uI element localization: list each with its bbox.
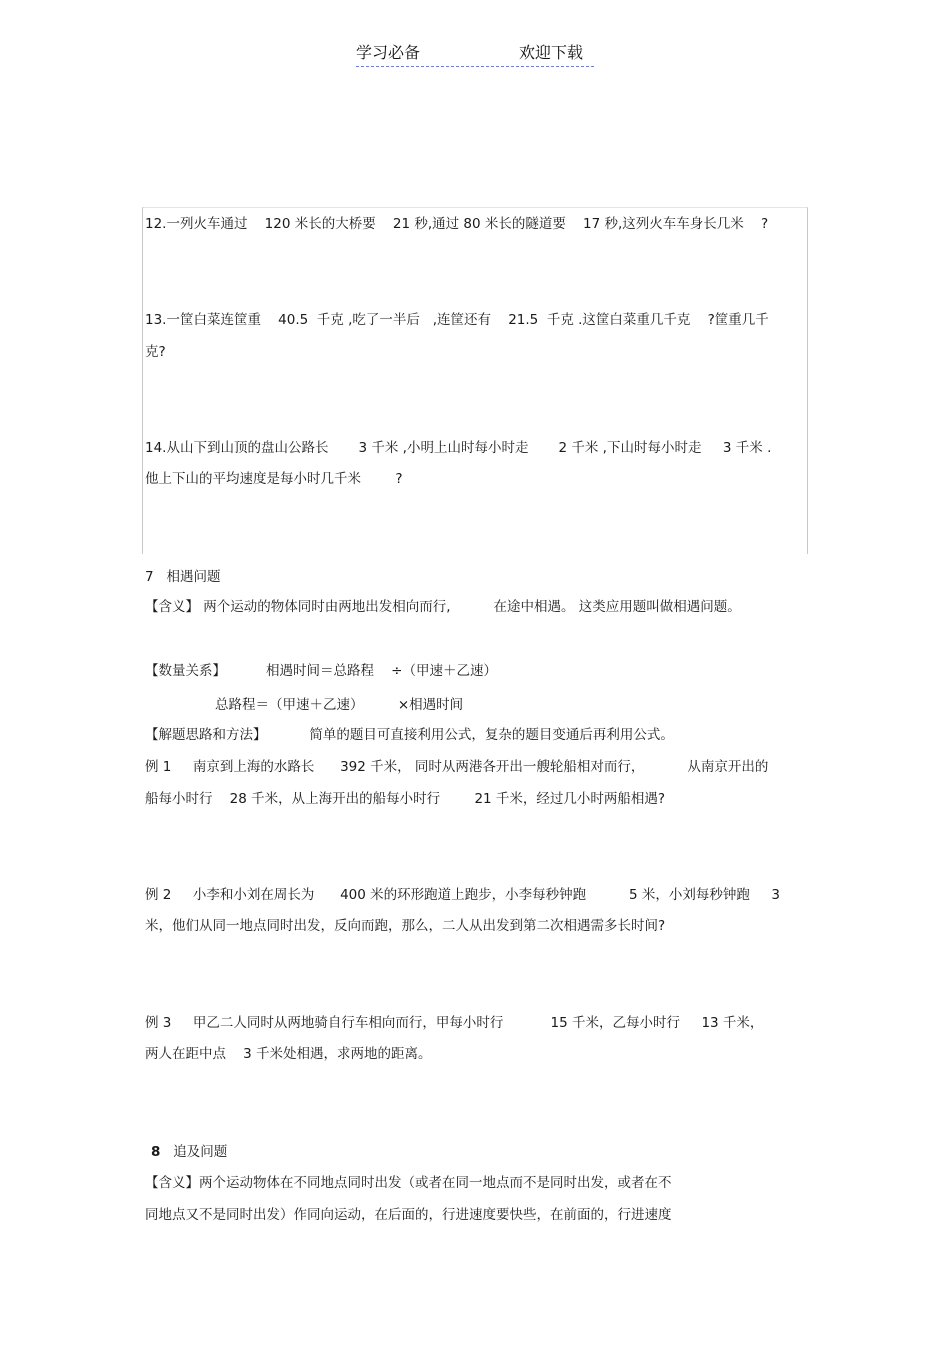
section-7-relation-1: 相遇时间＝总路程 ÷（甲速＋乙速）	[266, 663, 497, 679]
example-3-line2: 两人在距中点 3 千米处相遇，求两地的距离。	[145, 1046, 432, 1062]
header-left-text: 学习必备	[356, 43, 421, 62]
section-8-heading	[151, 1143, 227, 1161]
example-2-line2: 米，他们从同一地点同时出发，反向而跑，那么，二人从出发到第二次相遇需多长时间?	[145, 918, 666, 934]
problem-14-line2: 他上下山的平均速度是每小时几千米 ?	[145, 471, 403, 487]
section-8-meaning-line2: 同地点又不是同时出发）作同向运动，在后面的，行进速度要快些，在前面的，行进速度	[145, 1207, 672, 1223]
example-3-line1: 例 3 甲乙二人同时从两地骑自行车相向而行，甲每小时行 15 千米，乙每小时行 13 千米，	[145, 1015, 764, 1031]
section-7-heading	[145, 568, 220, 586]
section-7-number: 7	[145, 569, 154, 585]
header-right-text: 欢迎下载	[519, 43, 584, 62]
example-1-line1: 例 1 南京到上海的水路长 392 千米， 同时从两港各开出一艘轮船相对而行， 从南京开出的	[145, 759, 769, 775]
section-7-relation-label: 【数量关系】	[145, 663, 226, 679]
problems-box	[142, 207, 808, 554]
example-2-line1: 例 2 小李和小刘在周长为 400 米的环形跑道上跑步，小李每秒钟跑 5 米，小刘每秒钟跑 3	[145, 887, 780, 903]
section-7-method: 【解题思路和方法】 简单的题目可直接利用公式，复杂的题目变通后再利用公式。	[145, 727, 674, 743]
problem-13-line2: 克?	[145, 344, 166, 360]
section-7-meaning: 【含义】 两个运动的物体同时由两地出发相向而行, 在途中相遇。 这类应用题叫做相遇问题。	[145, 599, 741, 615]
problem-13-line1: 13.一筐白菜连筐重 40.5 千克 ,吃了一半后 ,连筐还有 21.5 千克 .这筐白菜重几千克 ?筐重几千	[145, 312, 769, 328]
problem-12: 12.一列火车通过 120 米长的大桥要 21 秒,通过 80 米长的隧道要 17 秒,这列火车车身长几米 ?	[145, 216, 769, 232]
example-1-line2: 船每小时行 28 千米，从上海开出的船每小时行 21 千米，经过几小时两船相遇?	[145, 791, 666, 807]
page-header	[356, 42, 594, 67]
section-7-title: 相遇问题	[166, 569, 221, 585]
section-8-meaning-line1: 【含义】两个运动物体在不同地点同时出发（或者在同一地点而不是同时出发，或者在不	[145, 1175, 672, 1191]
section-8-title: 追及问题	[173, 1144, 228, 1160]
problem-14-line1: 14.从山下到山顶的盘山公路长 3 千米 ,小明上山时每小时走 2 千米 ,下山时每小时走 3 千米 .	[145, 440, 772, 456]
section-7-relation-2: 总路程＝（甲速＋乙速） ×相遇时间	[215, 697, 464, 713]
section-8-number: 8	[151, 1144, 161, 1160]
